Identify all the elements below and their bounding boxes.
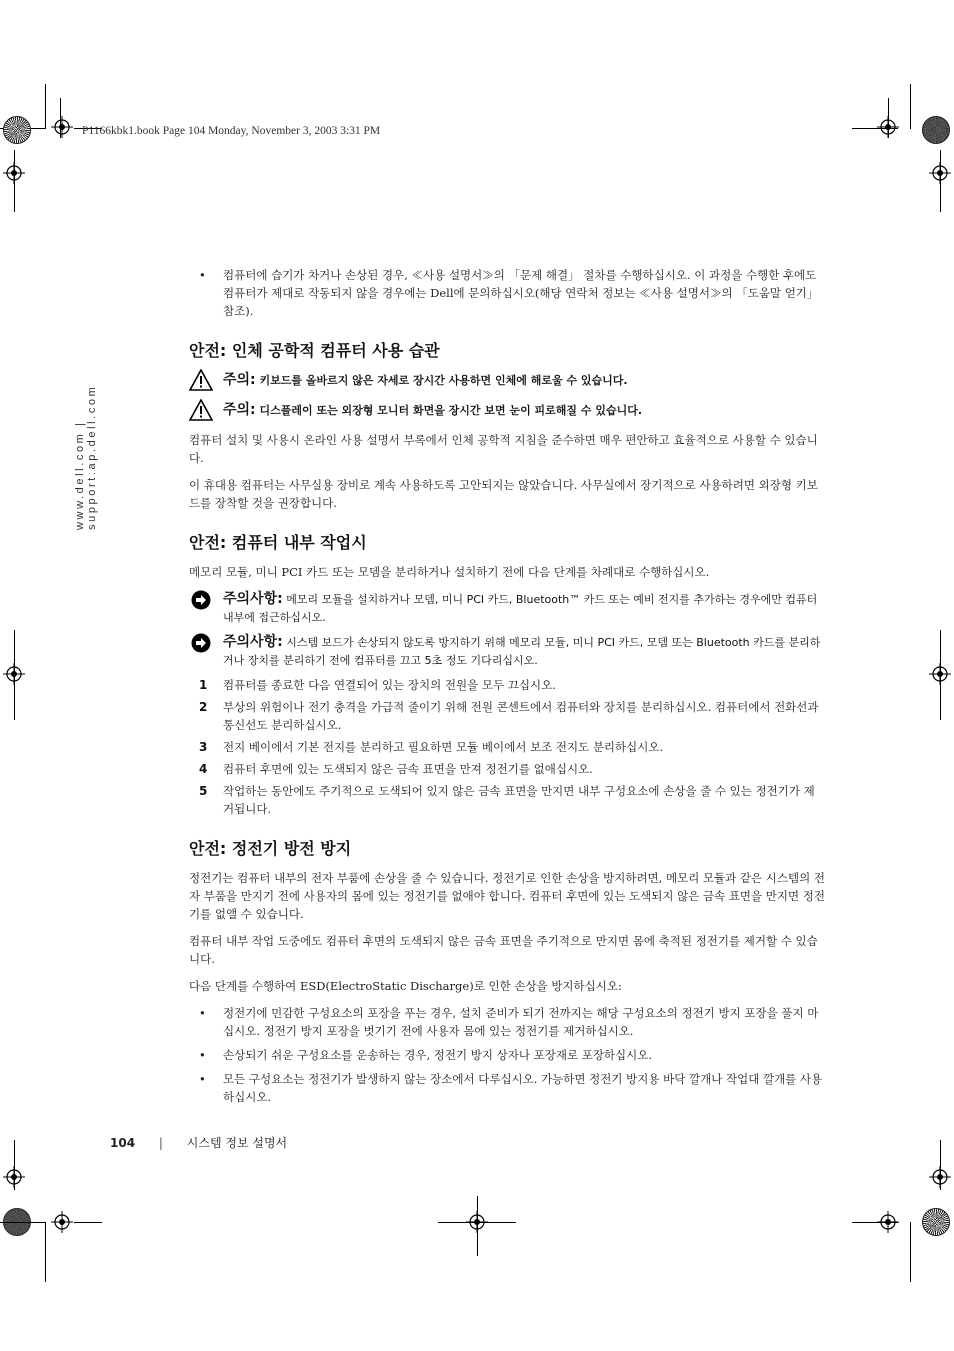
body-paragraph: 이 휴대용 컴퓨터는 사무실용 장비로 계속 사용하도록 고안되지는 않았습니다. 사무실에서 장기적으로 사용하려면 외장형 키보드를 장착할 것을 권장합니다. xyxy=(189,478,818,510)
bullet-marker: • xyxy=(199,1072,206,1086)
step-item xyxy=(189,676,825,694)
page-number: 104 xyxy=(110,1136,136,1150)
section-heading-esd: 안전: 정전기 방전 방지 xyxy=(189,839,352,858)
registration-rosette xyxy=(922,116,950,144)
caution-text: 키보드를 올바르지 않은 자세로 장시간 사용하면 인체에 해로울 수 있습니다. xyxy=(259,374,628,387)
esd-bullet-list xyxy=(189,1004,825,1106)
print-slug-header: P1166kbk1.book Page 104 Monday, November 3, 2003 3:31 PM xyxy=(82,125,381,137)
page-content xyxy=(189,266,825,1114)
step-number: 4 xyxy=(199,762,208,776)
step-number: 1 xyxy=(199,678,208,692)
crop-line xyxy=(0,1222,46,1223)
registration-crosshair-icon xyxy=(929,162,951,184)
bullet-marker: • xyxy=(199,1048,206,1062)
crop-line xyxy=(60,98,61,138)
notice-arrow-icon xyxy=(191,633,211,653)
crop-line xyxy=(14,630,15,720)
list-item-text: 정전기에 민감한 구성요소의 포장을 푸는 경우, 설치 준비가 되기 전까지는 해당 구성요소의 정전기 방지 포장을 풀지 마십시오. 정전기 방지 포장을 벗기기 전에 사용자 몸에 있는 정전기를 제거하십시오. xyxy=(223,1006,819,1038)
crop-line xyxy=(940,630,941,720)
intro-bullet-list xyxy=(189,266,825,320)
caution-text: 디스플레이 또는 외장형 모니터 화면을 장시간 보면 눈이 피로해질 수 있습니다. xyxy=(259,404,643,417)
crop-line xyxy=(477,1196,478,1256)
crop-line xyxy=(74,1222,102,1223)
crop-line xyxy=(940,1140,941,1190)
caution-block xyxy=(189,371,825,395)
step-item xyxy=(189,760,825,778)
sidebar-url: www.dell.com | support.ap.dell.com xyxy=(74,384,98,530)
list-item xyxy=(189,1046,825,1064)
crop-line xyxy=(888,98,889,138)
step-text: 작업하는 동안에도 주기적으로 도색되어 있지 않은 금속 표면을 만지면 내부 구성요소에 손상을 줄 수 있는 정전기가 제거됩니다. xyxy=(223,784,815,816)
step-text: 부상의 위험이나 전기 충격을 가급적 줄이기 위해 전원 콘센트에서 컴퓨터와 장치를 분리하십시오. 컴퓨터에서 전화선과 통신선도 분리하십시오. xyxy=(223,700,819,732)
crop-line xyxy=(910,84,911,129)
crop-line xyxy=(14,1140,15,1190)
step-number: 2 xyxy=(199,700,208,714)
footer-separator: | xyxy=(158,1136,163,1150)
step-item xyxy=(189,782,825,818)
list-item xyxy=(189,266,825,320)
step-item xyxy=(189,738,825,756)
registration-rosette xyxy=(922,1208,950,1236)
caution-label: 주의: xyxy=(223,402,256,418)
body-paragraph: 정전기는 컴퓨터 내부의 전자 부품에 손상을 줄 수 있습니다. 정전기로 인한 손상을 방지하려면, 메모리 모듈과 같은 시스템의 전자 부품을 만지기 전에 사용자의 몸에 있는 정전기를 없애야 합니다. 컴퓨터 후면에 있는 도색되지 않은 금속 표면을 만지면 정전기를 없앨 수 있습니다. xyxy=(189,871,826,921)
notice-label: 주의사항: xyxy=(223,591,283,607)
crop-line xyxy=(45,84,46,129)
step-text: 전지 베이에서 기본 전지를 분리하고 필요하면 모듈 베이에서 보조 전지도 분리하십시오. xyxy=(223,740,664,754)
section-heading-inside-computer: 안전: 컴퓨터 내부 작업시 xyxy=(189,533,367,552)
caution-block xyxy=(189,401,825,425)
notice-block xyxy=(189,633,825,670)
notice-text: 시스템 보드가 손상되지 않도록 방지하기 위해 메모리 모듈, 미니 PCI 카드, 모뎀 또는 Bluetooth 카드를 분리하거나 장치를 분리하기 전에 컴퓨터를 끄고 5초 정도 기다리십시오. xyxy=(223,636,821,667)
list-item-text: 컴퓨터에 습기가 차거나 손상된 경우, ≪사용 설명서≫의 「문제 해결」 절차를 수행하십시오. 이 과정을 수행한 후에도 컴퓨터가 제대로 작동되지 않을 경우에는 Dell에 문의하십시오(해당 연락처 정보는 ≪사용 설명서≫의 「도움말 얻기」 참조). xyxy=(223,268,819,318)
bullet-marker: • xyxy=(199,268,206,282)
list-item-text: 손상되기 쉬운 구성요소를 운송하는 경우, 정전기 방지 상자나 포장재로 포장하십시오. xyxy=(223,1048,653,1062)
notice-block xyxy=(189,590,825,627)
notice-text: 메모리 모듈을 설치하거나 모뎀, 미니 PCI 카드, Bluetooth™ 카드 또는 예비 전지를 추가하는 경우에만 컴퓨터 내부에 접근하십시오. xyxy=(223,593,818,624)
body-paragraph: 다음 단계를 수행하여 ESD(ElectroStatic Discharge)로 인한 손상을 방지하십시오: xyxy=(189,979,622,993)
step-number: 3 xyxy=(199,740,208,754)
step-number: 5 xyxy=(199,784,208,798)
warning-triangle-icon xyxy=(189,399,213,421)
section-heading-ergonomics: 안전: 인체 공학적 컴퓨터 사용 습관 xyxy=(189,341,440,360)
document-title: 시스템 정보 설명서 xyxy=(186,1136,288,1150)
list-item-text: 모든 구성요소는 정전기가 발생하지 않는 장소에서 다루십시오. 가능하면 정전기 방지용 바닥 깔개나 작업대 깔개를 사용하십시오. xyxy=(223,1072,823,1104)
steps-list xyxy=(189,676,825,818)
step-item xyxy=(189,698,825,734)
caution-label: 주의: xyxy=(223,372,256,388)
list-item xyxy=(189,1070,825,1106)
step-text: 컴퓨터를 종료한 다음 연결되어 있는 장치의 전원을 모두 끄십시오. xyxy=(223,678,556,692)
notice-label: 주의사항: xyxy=(223,634,283,650)
registration-crosshair-icon xyxy=(3,162,25,184)
crop-line xyxy=(910,1222,911,1282)
registration-rosette xyxy=(3,116,31,144)
body-paragraph: 메모리 모듈, 미니 PCI 카드 또는 모뎀을 분리하거나 설치하기 전에 다음 단계를 차례대로 수행하십시오. xyxy=(189,565,710,579)
registration-crosshair-icon xyxy=(51,116,73,138)
body-paragraph: 컴퓨터 내부 작업 도중에도 컴퓨터 후면의 도색되지 않은 금속 표면을 주기적으로 만지면 몸에 축적된 정전기를 제거할 수 있습니다. xyxy=(189,934,818,966)
warning-triangle-icon xyxy=(189,369,213,391)
crop-line xyxy=(852,1222,898,1223)
registration-crosshair-icon xyxy=(51,1211,73,1233)
list-item xyxy=(189,1004,825,1040)
step-text: 컴퓨터 후면에 있는 도색되지 않은 금속 표면을 만져 정전기를 없애십시오. xyxy=(223,762,593,776)
notice-arrow-icon xyxy=(191,590,211,610)
page-footer xyxy=(110,1134,287,1151)
bullet-marker: • xyxy=(199,1006,206,1020)
body-paragraph: 컴퓨터 설치 및 사용시 온라인 사용 설명서 부록에서 인체 공학적 지침을 준수하면 매우 편안하고 효율적으로 사용할 수 있습니다. xyxy=(189,433,818,465)
crop-line xyxy=(45,1222,46,1282)
